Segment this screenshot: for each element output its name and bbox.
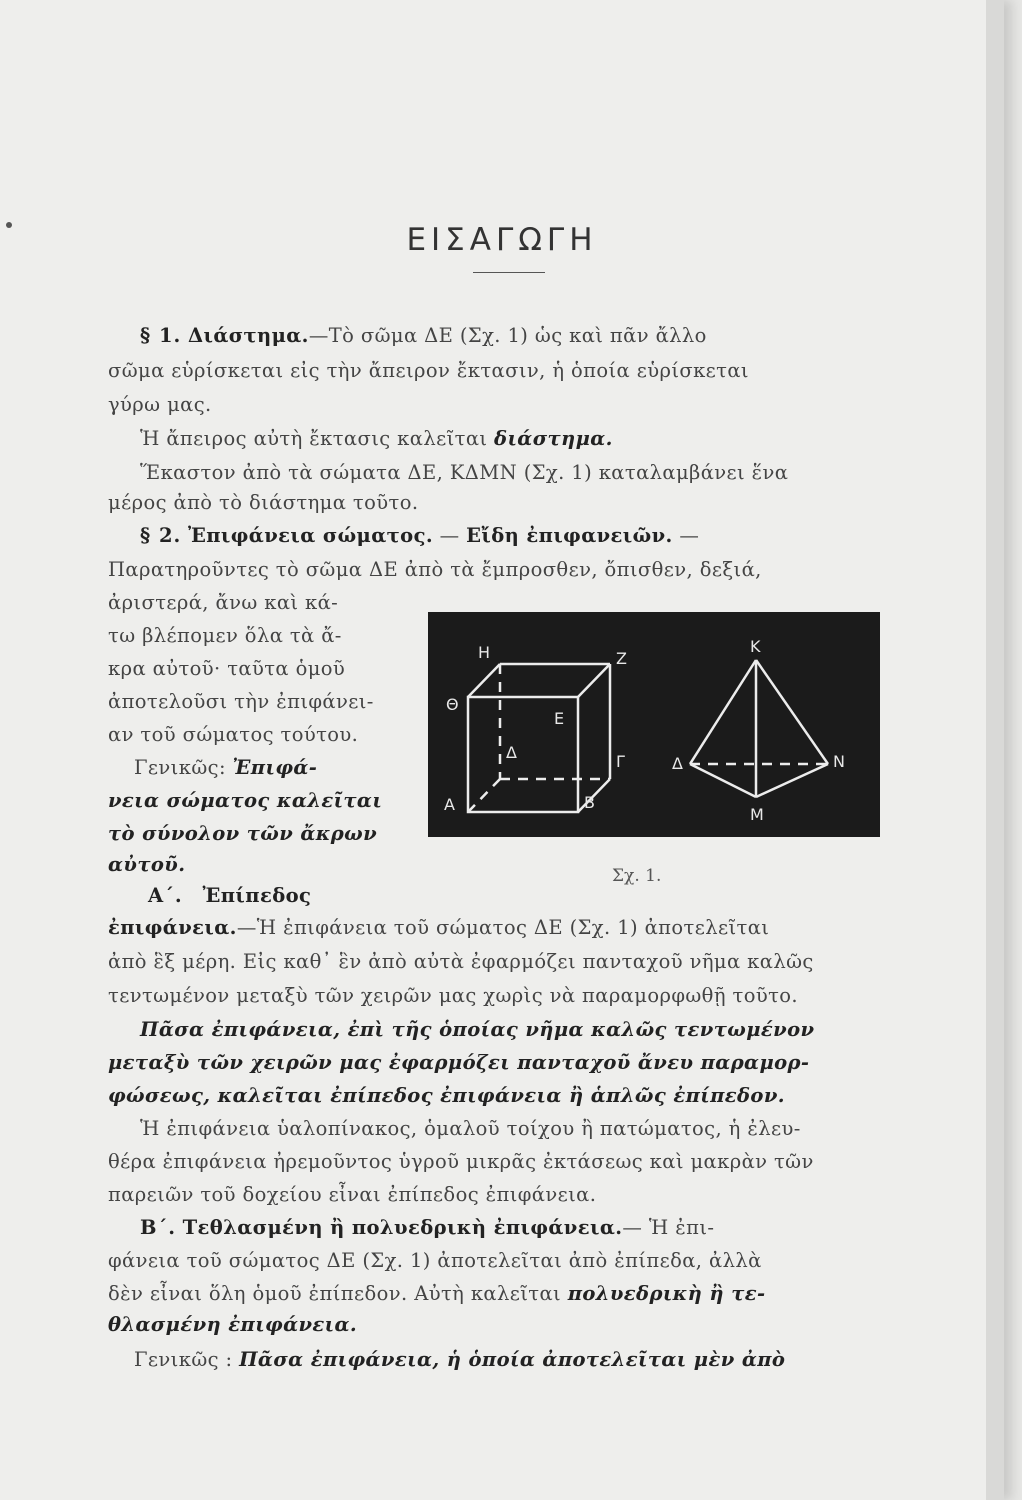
label-cube-eta: Η — [478, 643, 491, 662]
title-divider — [473, 272, 545, 273]
section-a-line-2 — [108, 912, 878, 943]
text-span: — — [672, 524, 700, 547]
term-polyedriki: πολυεδρικὴ ἢ τε- — [567, 1282, 766, 1305]
text-span: —Τὸ σῶμα ΔΕ (Σχ. 1) ὡς καὶ πᾶν ἄλλο — [308, 324, 707, 347]
pyramid-edge — [690, 764, 756, 797]
term-diastima: διάστημα. — [494, 427, 613, 450]
section-b-line-5 — [134, 1344, 904, 1375]
text-span: — Ἡ ἐπι- — [622, 1216, 715, 1239]
text-span: —Ἡ ἐπιφάνεια τοῦ σώματος ΔΕ (Σχ. 1) ἀποτελεῖται — [236, 916, 770, 939]
section-1-line-2: σῶμα εὑρίσκεται εἰς τὴν ἄπειρον ἔκτασιν, ἡ ὁποία εὑρίσκεται — [108, 359, 749, 382]
chapter-title: ΕΙΣΑΓΩΓΗ — [406, 222, 598, 258]
cube-drawing — [468, 664, 610, 812]
label-pyramid-nu: Ν — [833, 752, 845, 771]
section-2-def-1: νεια σώματος καλεῖται — [108, 789, 383, 812]
section-a-letter: Α΄. — [148, 884, 183, 907]
section-a-def-1: Πᾶσα ἐπιφάνεια, ἐπὶ τῆς ὁποίας νῆμα καλῶς τεντωμένον — [140, 1018, 815, 1041]
section-b-line-1 — [140, 1212, 910, 1243]
label-cube-theta: Θ — [446, 695, 459, 714]
figure-1-drawing — [428, 612, 880, 837]
section-b-line-4: θλασμένη ἐπιφάνεια. — [108, 1313, 358, 1336]
section-b-line-3 — [108, 1278, 878, 1309]
section-2-line-2: Παρατηροῦντες τὸ σῶμα ΔΕ ἀπὸ τὰ ἔμπροσθεν, ὄπισθεν, δεξιά, — [108, 558, 762, 581]
pyramid-edge — [756, 660, 828, 764]
section-b-letter: Β΄. — [140, 1216, 177, 1239]
pyramid-drawing — [690, 660, 828, 797]
section-a-line-4: τεντωμένον μεταξὺ τῶν χειρῶν μας χωρὶς νὰ παραμορφωθῇ τοῦτο. — [108, 984, 799, 1007]
label-cube-epsilon: Ε — [554, 709, 565, 728]
label-cube-gamma: Γ — [616, 752, 625, 771]
label-cube-zeta: Ζ — [616, 649, 627, 668]
section-2-line-6: ἀποτελοῦσι τὴν ἐπιφάνει- — [108, 690, 374, 713]
pyramid-edge — [756, 764, 828, 797]
label-pyramid-mu: Μ — [750, 805, 764, 824]
section-2-line-4: τω βλέπομεν ὅλα τὰ ἄ- — [108, 624, 342, 647]
section-2-line-7: αν τοῦ σώματος τούτου. — [108, 723, 359, 746]
label-cube-beta: Β — [584, 793, 595, 812]
label-pyramid-kappa: Κ — [750, 637, 761, 656]
section-1-line-4 — [140, 423, 910, 454]
text-span: Γενικῶς : — [134, 1348, 240, 1371]
label-cube-delta: Δ — [506, 743, 517, 762]
text-span: δὲν εἶναι ὅλη ὁμοῦ ἐπίπεδον. Αὐτὴ καλεῖται — [108, 1282, 568, 1305]
section-2-def-2: τὸ σύνολον τῶν ἄκρων — [108, 822, 378, 845]
section-1-line-5: Ἕκαστον ἀπὸ τὰ σώματα ΔΕ, ΚΔΜΝ (Σχ. 1) καταλαμβάνει ἕνα — [140, 461, 789, 484]
section-b-line-2: φάνεια τοῦ σώματος ΔΕ (Σχ. 1) ἀποτελεῖται ἀπὸ ἐπίπεδα, ἀλλὰ — [108, 1249, 762, 1272]
section-2-line-3: ἀριστερά, ἄνω καὶ κά- — [108, 591, 339, 614]
section-1-line-3: γύρω μας. — [108, 393, 212, 416]
cube-hidden-edge — [468, 779, 500, 812]
section-1-line-1 — [140, 320, 910, 351]
text-span: Ἡ ἄπειρος αὐτὴ ἔκτασις καλεῖται — [140, 427, 495, 450]
section-1-line-6: μέρος ἀπὸ τὸ διάστημα τοῦτο. — [108, 491, 419, 514]
section-a-line-3: ἀπὸ ἓξ μέρη. Εἰς καθ᾽ ἓν ἀπὸ αὐτὰ ἐφαρμόζει πανταχοῦ νῆμα καλῶς — [108, 950, 814, 973]
pyramid-edge — [690, 660, 756, 764]
section-a-line-7: παρειῶν τοῦ δοχείου εἶναι ἐπίπεδος ἐπιφάνεια. — [108, 1183, 597, 1206]
figure-1 — [428, 612, 880, 837]
section-2-number: § 2. — [140, 524, 182, 547]
section-a-line-5: Ἡ ἐπιφάνεια ὑαλοπίνακος, ὁμαλοῦ τοίχου ἢ πατώματος, ἡ ἐλευ- — [140, 1117, 801, 1140]
section-a-def-2: μεταξὺ τῶν χειρῶν μας ἐφαρμόζει πανταχοῦ ἄνευ παραμορ- — [108, 1051, 810, 1074]
text-span: Ἐπιφά- — [232, 756, 318, 779]
section-a-line-6: θέρα ἐπιφάνεια ἠρεμοῦντος ὑγροῦ μικρᾶς ἐκτάσεως καὶ μακρὰν τῶν — [108, 1150, 814, 1173]
section-2-def-3: αὐτοῦ. — [108, 853, 186, 876]
section-a-heading-1: Ἐπίπεδος — [202, 884, 312, 907]
cube-edge — [578, 664, 610, 697]
text-span: Πᾶσα ἐπιφάνεια, ἡ ὁποία ἀποτελεῖται μὲν ἀπὸ — [239, 1348, 786, 1371]
text-span: Γενικῶς: — [134, 756, 233, 779]
section-2-line-1 — [140, 520, 910, 551]
section-a-def-3: φώσεως, καλεῖται ἐπίπεδος ἐπιφάνεια ἢ ἁπλῶς ἐπίπεδον. — [108, 1084, 785, 1107]
section-2-heading-2: Εἴδη ἐπιφανειῶν. — [466, 524, 673, 547]
section-a-line-1 — [148, 880, 918, 911]
section-2-line-8 — [134, 752, 434, 783]
section-1-heading: Διάστημα. — [187, 324, 309, 347]
text-span: — — [433, 524, 467, 547]
section-2-line-5: κρα αὐτοῦ· ταῦτα ὁμοῦ — [108, 657, 346, 680]
label-cube-alpha: Α — [444, 795, 455, 814]
section-2-heading-1: Ἐπιφάνεια σώματος. — [187, 524, 434, 547]
cube-edge — [468, 664, 500, 697]
label-pyramid-delta: Δ — [672, 754, 683, 773]
section-a-heading-2: ἐπιφάνεια. — [108, 916, 237, 939]
figure-1-caption: Σχ. 1. — [612, 866, 662, 886]
section-1-number: § 1. — [140, 324, 182, 347]
section-b-heading: Τεθλασμένη ἢ πολυεδρικὴ ἐπιφάνεια. — [182, 1216, 623, 1239]
